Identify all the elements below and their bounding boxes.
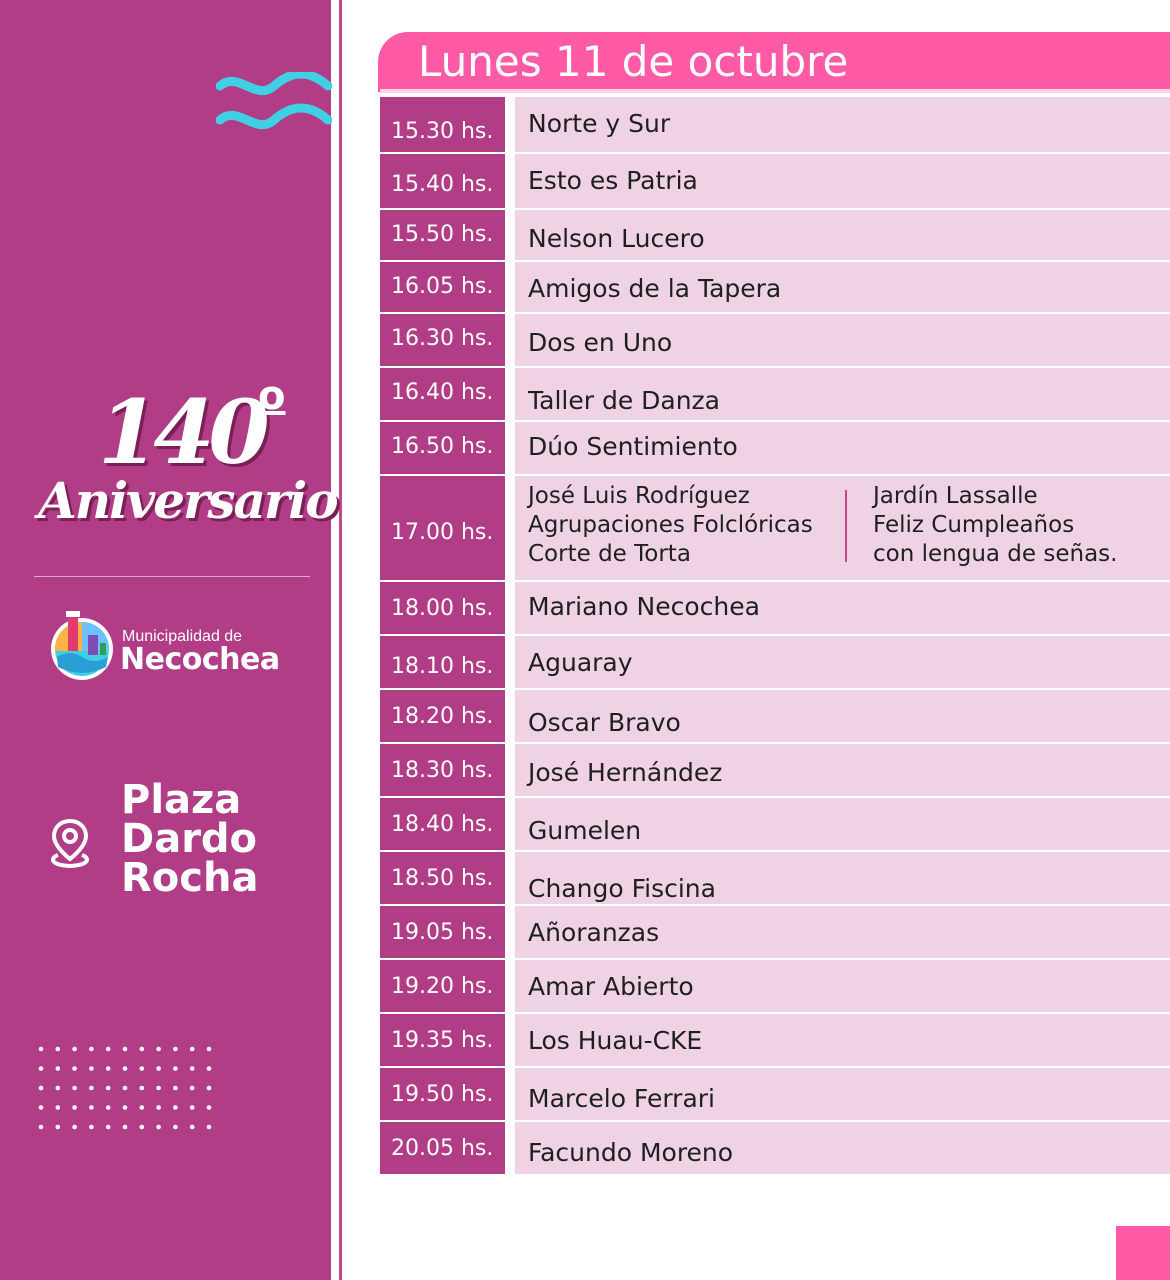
schedule-row: [380, 97, 1170, 154]
schedule-time: 18.30 hs.: [380, 744, 505, 796]
dot: [190, 1066, 195, 1071]
schedule-act: Mariano Necochea: [528, 592, 760, 621]
dot: [106, 1105, 111, 1110]
schedule-time: 15.30 hs.: [380, 97, 505, 152]
dot: [173, 1125, 178, 1130]
dot: [156, 1125, 161, 1130]
dot: [190, 1086, 195, 1091]
schedule-row: [380, 210, 1170, 262]
schedule-row: [380, 690, 1170, 744]
dot: [173, 1047, 178, 1052]
schedule-time: 16.40 hs.: [380, 368, 505, 420]
dot: [56, 1086, 61, 1091]
schedule-act: Facundo Moreno: [528, 1138, 734, 1167]
schedule-row: [380, 476, 1170, 582]
location-pin-icon: [46, 817, 94, 871]
schedule-act-group-left: [528, 482, 813, 569]
dot: [140, 1125, 145, 1130]
schedule-act: Oscar Bravo: [528, 708, 681, 737]
schedule-row: [380, 906, 1170, 960]
anniversary-word: Aniversario: [38, 471, 337, 530]
schedule-act: Amar Abierto: [528, 972, 694, 1001]
schedule-time: 15.50 hs.: [380, 210, 505, 260]
dot: [207, 1125, 212, 1130]
dot: [123, 1105, 128, 1110]
schedule-act: Amigos de la Tapera: [528, 274, 782, 303]
dot: [173, 1105, 178, 1110]
schedule-time: 18.00 hs.: [380, 582, 505, 634]
schedule-act: Marcelo Ferrari: [528, 1084, 715, 1113]
dot: [207, 1066, 212, 1071]
schedule-row: [380, 314, 1170, 368]
dot: [190, 1047, 195, 1052]
dot: [89, 1066, 94, 1071]
municipality-logo-icon: [48, 605, 116, 681]
schedule-time: 16.05 hs.: [380, 262, 505, 312]
dot: [39, 1066, 44, 1071]
schedule-row: [380, 422, 1170, 476]
dot: [106, 1047, 111, 1052]
anniversary-degree: o: [258, 373, 286, 419]
schedule-time: 16.30 hs.: [380, 314, 505, 366]
schedule-row: [380, 960, 1170, 1014]
dot: [39, 1105, 44, 1110]
schedule-act: Taller de Danza: [528, 386, 721, 415]
dot: [106, 1125, 111, 1130]
dot: [56, 1105, 61, 1110]
dot: [123, 1047, 128, 1052]
schedule-act: Nelson Lucero: [528, 224, 705, 253]
schedule-act: Aguaray: [528, 648, 633, 677]
municipality-small-label: Municipalidad de: [122, 628, 243, 645]
schedule-row: [380, 852, 1170, 906]
schedule-time: 17.00 hs.: [380, 476, 505, 580]
location-line-1: Plaza: [121, 777, 242, 823]
dot: [39, 1086, 44, 1091]
schedule-row: [380, 582, 1170, 636]
dot: [173, 1066, 178, 1071]
schedule-row: [380, 1014, 1170, 1068]
schedule-act: Chango Fiscina: [528, 874, 716, 903]
schedule-row: [380, 744, 1170, 798]
dot: [123, 1125, 128, 1130]
dot: [156, 1105, 161, 1110]
schedule-time: 18.40 hs.: [380, 798, 505, 850]
dot: [207, 1047, 212, 1052]
schedule-act: Los Huau-CKE: [528, 1026, 703, 1055]
dot: [140, 1047, 145, 1052]
dot-grid-decoration: [38, 1046, 213, 1132]
sidebar-gap: [331, 0, 339, 1280]
schedule-act: José Hernández: [528, 758, 723, 787]
schedule-act: Gumelen: [528, 816, 642, 845]
schedule-act-line: Feliz Cumpleaños: [873, 512, 1075, 538]
schedule-row: [380, 154, 1170, 210]
header-underline: [380, 89, 1170, 93]
dot: [106, 1066, 111, 1071]
dot: [72, 1066, 77, 1071]
schedule-time: 18.10 hs.: [380, 636, 505, 688]
schedule-act: Dos en Uno: [528, 328, 673, 357]
dot: [140, 1066, 145, 1071]
schedule-act: Esto es Patria: [528, 166, 698, 195]
dot: [123, 1066, 128, 1071]
dot: [89, 1125, 94, 1130]
dot: [72, 1086, 77, 1091]
dot: [156, 1086, 161, 1091]
dot: [39, 1047, 44, 1052]
schedule-act: Añoranzas: [528, 918, 660, 947]
anniversary-logo: [30, 373, 337, 548]
vertical-divider-line: [339, 0, 342, 1280]
municipality-name: Necochea: [120, 642, 280, 677]
anniversary-number: 140: [98, 380, 264, 484]
waves-icon: [216, 72, 332, 138]
location-line-3: Rocha: [121, 855, 259, 901]
schedule-time: 19.20 hs.: [380, 960, 505, 1012]
dot: [207, 1105, 212, 1110]
schedule-row: [380, 1122, 1170, 1176]
act-group-separator: [845, 490, 847, 562]
schedule-time: 19.50 hs.: [380, 1068, 505, 1120]
dot: [56, 1047, 61, 1052]
dot: [156, 1047, 161, 1052]
corner-accent: [1116, 1226, 1170, 1280]
dot: [190, 1125, 195, 1130]
schedule-act-group-right: [873, 482, 1117, 569]
dot: [123, 1086, 128, 1091]
dot: [89, 1047, 94, 1052]
dot: [207, 1086, 212, 1091]
schedule-row: [380, 798, 1170, 852]
schedule-time: 19.05 hs.: [380, 906, 505, 958]
schedule-time: 15.40 hs.: [380, 154, 505, 208]
dot: [156, 1066, 161, 1071]
schedule-act-line: José Luis Rodríguez: [528, 483, 750, 509]
dot: [72, 1047, 77, 1052]
schedule-act: Dúo Sentimiento: [528, 432, 738, 461]
dot: [89, 1086, 94, 1091]
schedule-time: 19.35 hs.: [380, 1014, 505, 1066]
dot: [89, 1105, 94, 1110]
schedule-act-line: Agrupaciones Folclóricas: [528, 512, 813, 538]
dot: [72, 1105, 77, 1110]
dot: [56, 1066, 61, 1071]
schedule-act: Norte y Sur: [528, 109, 671, 138]
schedule-row: [380, 368, 1170, 422]
dot: [106, 1086, 111, 1091]
dot: [56, 1125, 61, 1130]
schedule-row: [380, 1068, 1170, 1122]
schedule-time: 16.50 hs.: [380, 422, 505, 474]
dot: [39, 1125, 44, 1130]
date-header-title: Lunes 11 de octubre: [418, 37, 849, 86]
schedule-act-line: con lengua de señas.: [873, 541, 1118, 567]
dot: [72, 1125, 77, 1130]
dot: [173, 1086, 178, 1091]
dot: [140, 1105, 145, 1110]
schedule-time: 18.50 hs.: [380, 852, 505, 904]
sidebar-divider: [34, 576, 310, 577]
schedule-time: 20.05 hs.: [380, 1122, 505, 1174]
dot: [140, 1086, 145, 1091]
location-line-2: Dardo: [121, 816, 258, 862]
schedule-row: [380, 636, 1170, 690]
schedule-time: 18.20 hs.: [380, 690, 505, 742]
schedule-act-line: Jardín Lassalle: [873, 483, 1038, 509]
schedule-row: [380, 262, 1170, 314]
dot: [190, 1105, 195, 1110]
schedule-act-line: Corte de Torta: [528, 541, 691, 567]
location-name: [121, 777, 259, 901]
